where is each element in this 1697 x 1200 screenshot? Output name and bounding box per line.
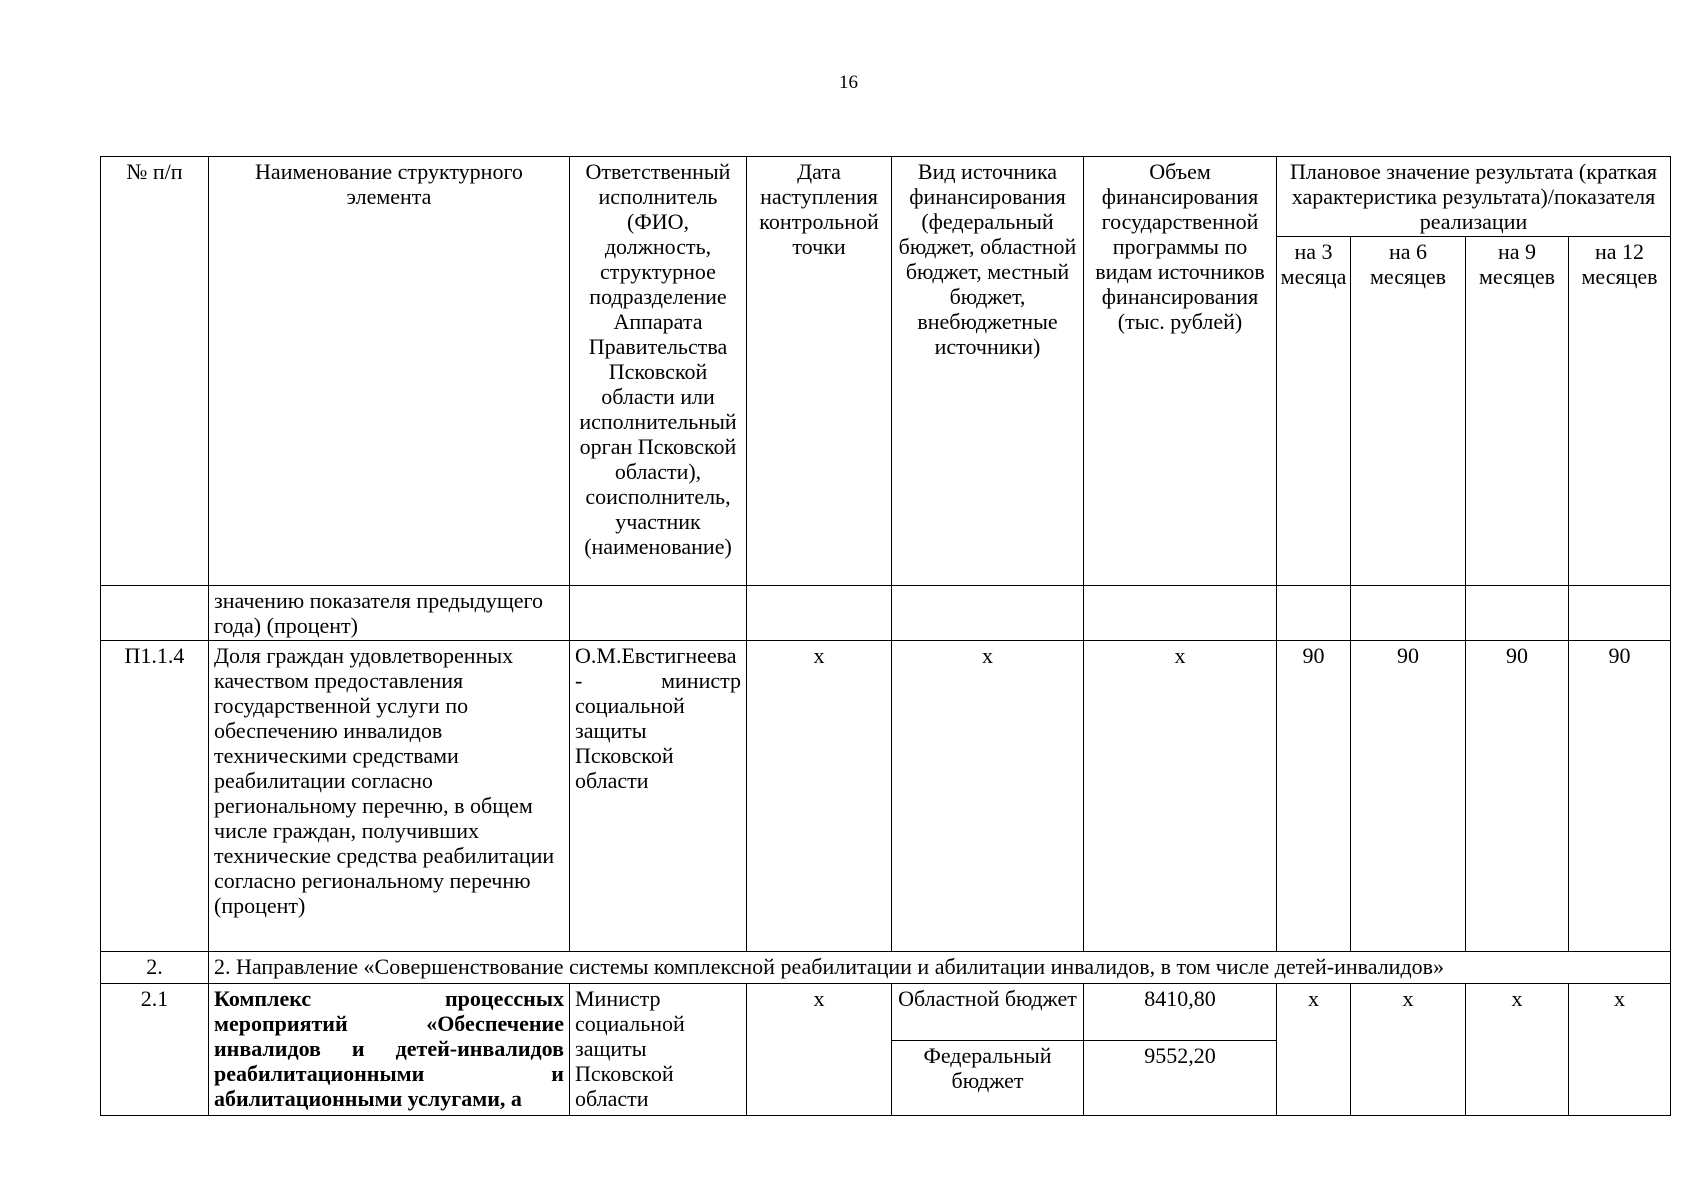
header-row	[101, 157, 1671, 237]
cont-m6	[1351, 586, 1466, 641]
row-m9: х	[1466, 984, 1569, 1116]
row-num: П1.1.4	[101, 641, 209, 952]
header-num: № п/п	[101, 157, 209, 586]
cont-name: значению показателя предыдущего года) (процент)	[209, 586, 570, 641]
row-date: х	[747, 641, 892, 952]
row-m3: 90	[1277, 641, 1351, 952]
row-name: Доля граждан удовлетворенных качеством предоставления государственной услуги по обеспечению инвалидов техническими средствами реабилитации согласно региональному перечню, в общем числе граждан, получивших технические средства реабилитации согласно региональному перечню (процент)	[209, 641, 570, 952]
table-row	[101, 984, 1671, 1041]
row-volume-federal: 9552,20	[1084, 1041, 1277, 1116]
row-source: х	[892, 641, 1084, 952]
row-responsible: О.М.Евстигнеева - министр социальной защиты Псковской области	[570, 641, 747, 952]
row-num: 2.1	[101, 984, 209, 1116]
row-m9: 90	[1466, 641, 1569, 952]
table-row	[101, 641, 1671, 952]
row-m12: 90	[1569, 641, 1671, 952]
row-source-federal: Федеральный бюджет	[892, 1041, 1084, 1116]
row-name: Комплекс процессных мероприятий «Обеспечение инвалидов и детей-инвалидов реабилитационными и абилитационными услугами, а	[209, 984, 570, 1116]
row-source-regional: Областной бюджет	[892, 984, 1084, 1041]
cont-volume	[1084, 586, 1277, 641]
row-volume: х	[1084, 641, 1277, 952]
header-m9: на 9 месяцев	[1466, 237, 1569, 586]
cont-source	[892, 586, 1084, 641]
header-date: Дата наступления контрольной точки	[747, 157, 892, 586]
header-m3: на 3 месяца	[1277, 237, 1351, 586]
direction-title: 2. Направление «Совершенствование системы комплексной реабилитации и абилитации инвалидов, в том числе детей-инвалидов»	[209, 952, 1671, 984]
table-row	[101, 586, 1671, 641]
header-responsible: Ответственный исполнитель (ФИО, должность, структурное подразделение Аппарата Правительства Псковской области или исполнительный орган Псковской области), соисполнитель, участник (наименование)	[570, 157, 747, 586]
cont-responsible	[570, 586, 747, 641]
row-m3: х	[1277, 984, 1351, 1116]
row-m12: х	[1569, 984, 1671, 1116]
row-volume-regional: 8410,80	[1084, 984, 1277, 1041]
cont-m9	[1466, 586, 1569, 641]
header-planned: Плановое значение результата (краткая характеристика результата)/показателя реализации	[1277, 157, 1671, 237]
header-volume: Объем финансирования государственной программы по видам источников финансирования (тыс. рублей)	[1084, 157, 1277, 586]
header-source: Вид источника финансирования (федеральный бюджет, областной бюджет, местный бюджет, внебюджетные источники)	[892, 157, 1084, 586]
row-m6: х	[1351, 984, 1466, 1116]
direction-num: 2.	[101, 952, 209, 984]
header-name: Наименование структурного элемента	[209, 157, 570, 586]
header-m12: на 12 месяцев	[1569, 237, 1671, 586]
program-table	[100, 156, 1671, 1116]
header-m6: на 6 месяцев	[1351, 237, 1466, 586]
direction-row	[101, 952, 1671, 984]
cont-date	[747, 586, 892, 641]
row-responsible: Министр социальной защиты Псковской области	[570, 984, 747, 1116]
row-date: х	[747, 984, 892, 1116]
page-number: 16	[839, 72, 858, 93]
cont-m3	[1277, 586, 1351, 641]
cont-num	[101, 586, 209, 641]
cont-m12	[1569, 586, 1671, 641]
row-m6: 90	[1351, 641, 1466, 952]
